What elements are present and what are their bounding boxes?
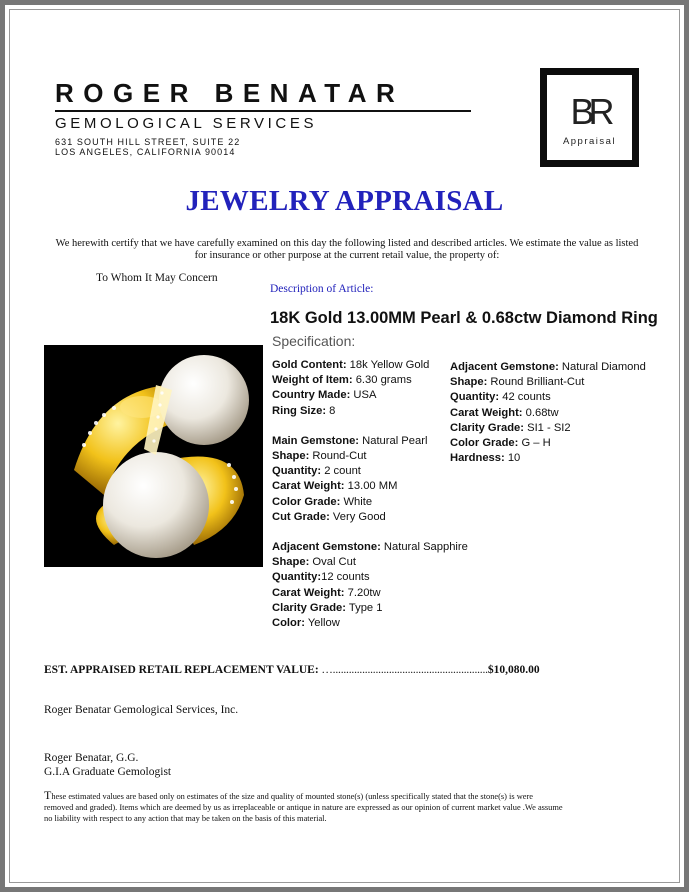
spec-row: [272, 388, 468, 403]
spec-label: Adjacent Gemstone:: [272, 541, 381, 554]
spec-row: [272, 510, 468, 525]
appraisal-logo: [540, 68, 639, 167]
disclaimer-initial: T: [44, 788, 52, 802]
header-divider: [55, 110, 471, 112]
spec-value: 7.20tw: [344, 586, 381, 599]
spec-value: 12 counts: [321, 571, 370, 584]
spec-value: 10: [504, 452, 521, 465]
spec-value: G – H: [518, 437, 551, 450]
spec-label: Country Made:: [272, 389, 351, 402]
spec-row: [272, 586, 468, 601]
spec-row: [450, 360, 646, 375]
spec-value: Natural Sapphire: [380, 541, 468, 554]
spec-row: [272, 404, 468, 419]
spec-value: 6.30 grams: [352, 374, 412, 387]
spec-label: Cut Grade:: [272, 510, 330, 523]
spec-row: [450, 406, 646, 421]
spec-row: [272, 555, 468, 570]
leader-dots: …..........................................................: [318, 664, 488, 676]
spec-column-right: [450, 360, 646, 466]
spec-value: Natural Pearl: [359, 434, 428, 447]
spec-value: White: [340, 495, 373, 508]
spacer: [272, 525, 468, 540]
company-subtitle: GEMOLOGICAL SERVICES: [55, 115, 318, 132]
spec-label: Quantity:: [272, 465, 322, 478]
spec-label: Quantity:: [450, 391, 500, 404]
spec-value: USA: [350, 389, 377, 402]
spec-value: SI1 - SI2: [524, 421, 571, 434]
spec-label: Color Grade:: [450, 437, 519, 450]
document-title: JEWELRY APPRAISAL: [185, 185, 504, 217]
spec-row: [272, 434, 468, 449]
item-title: 18K Gold 13.00MM Pearl & 0.68ctw Diamond Ring: [270, 309, 658, 327]
spec-label: Color Grade:: [272, 495, 341, 508]
spec-group-metal: [272, 358, 468, 419]
spec-row: [272, 601, 468, 616]
recipient: To Whom It May Concern: [96, 272, 218, 284]
spec-row: [450, 375, 646, 390]
spec-label: Main Gemstone:: [272, 434, 360, 447]
spec-label: Quantity:: [272, 571, 322, 584]
appraised-value-amount: $10,080.00: [487, 664, 540, 676]
spec-label: Ring Size:: [272, 404, 327, 417]
spec-column-left: [272, 358, 468, 631]
spec-row: [450, 390, 646, 405]
appraised-value-label: EST. APPRAISED RETAIL REPLACEMENT VALUE:: [44, 664, 319, 676]
company-footer: Roger Benatar Gemological Services, Inc.: [44, 704, 239, 716]
company-name: ROGER BENATAR: [55, 78, 405, 108]
logo-inner: [547, 75, 632, 160]
disclaimer: [44, 790, 564, 824]
spec-row: [272, 479, 468, 494]
disclaimer-text: hese estimated values are based only on estimates of the size and quality of mounted stone(s) (unless specifically stated that the stone(s) is were removed and graded). Items which are deemed by us as irreplaceable or antique in nature are expressed as our opinion of current market value .We assume no liability with respect to any action that may be taken on the basis of this material.: [44, 792, 563, 823]
address-line-2: LOS ANGELES, CALIFORNIA 90014: [55, 147, 236, 157]
spec-value: Round-Cut: [309, 450, 367, 463]
spec-row: [272, 373, 468, 388]
spec-value: 8: [326, 404, 336, 417]
spec-row: [272, 540, 468, 555]
spec-label: Shape:: [272, 556, 310, 569]
spec-row: [450, 421, 646, 436]
spec-label: Color:: [272, 617, 305, 630]
spacer: [272, 419, 468, 434]
spec-label: Carat Weight:: [272, 586, 345, 599]
spec-row: [272, 358, 468, 373]
spec-row: [272, 449, 468, 464]
spec-label: Carat Weight:: [450, 406, 523, 419]
pearl-ring-icon: [44, 345, 263, 567]
spec-label: Clarity Grade:: [272, 601, 346, 614]
company-header: [55, 79, 475, 157]
spec-group-main-gemstone: [272, 434, 468, 525]
signatory-title: G.I.A Graduate Gemologist: [44, 766, 172, 778]
spec-label: Clarity Grade:: [450, 421, 524, 434]
spec-value: 0.68tw: [522, 406, 559, 419]
logo-monogram: BR: [570, 91, 609, 132]
spec-value: Natural Diamond: [558, 361, 646, 373]
spec-label: Shape:: [272, 450, 310, 463]
logo-caption: Appraisal: [562, 136, 617, 147]
spec-value: 18k Yellow Gold: [346, 359, 430, 371]
spec-row: [272, 464, 468, 479]
appraised-value-line: [44, 664, 540, 676]
spec-value: 2 count: [321, 465, 361, 478]
specification-label: Specification:: [272, 333, 356, 349]
pearl-ring-photo: [44, 345, 263, 567]
spec-label: Hardness:: [450, 452, 505, 465]
spec-value: Round Brilliant-Cut: [487, 376, 585, 389]
spec-label: Weight of Item:: [272, 374, 353, 387]
spec-row: [272, 495, 468, 510]
spec-label: Gold Content:: [272, 359, 347, 371]
spec-label: Adjacent Gemstone:: [450, 361, 559, 373]
spec-group-sapphire: [272, 540, 468, 631]
spec-value: Very Good: [329, 510, 386, 523]
spec-value: 42 counts: [499, 391, 551, 404]
spec-value: Type 1: [346, 601, 383, 614]
certification-text: We herewith certify that we have carefully examined on this day the following listed and described articles. We estimate the value as listed for insurance or other purpose at the current retail value, the property of:: [55, 238, 639, 261]
spec-row: [272, 570, 468, 585]
description-label: Description of Article:: [270, 283, 374, 295]
signatory-name: Roger Benatar, G.G.: [44, 752, 139, 764]
spec-row: [450, 451, 646, 466]
spec-label: Carat Weight:: [272, 480, 345, 493]
spec-label: Shape:: [450, 376, 488, 389]
spec-value: 13.00 MM: [344, 480, 398, 493]
spec-value: Yellow: [304, 617, 340, 630]
spec-value: Oval Cut: [309, 556, 356, 569]
address-line-1: 631 SOUTH HILL STREET, SUITE 22: [55, 137, 241, 147]
spec-row: [450, 436, 646, 451]
spec-row: [272, 616, 468, 631]
